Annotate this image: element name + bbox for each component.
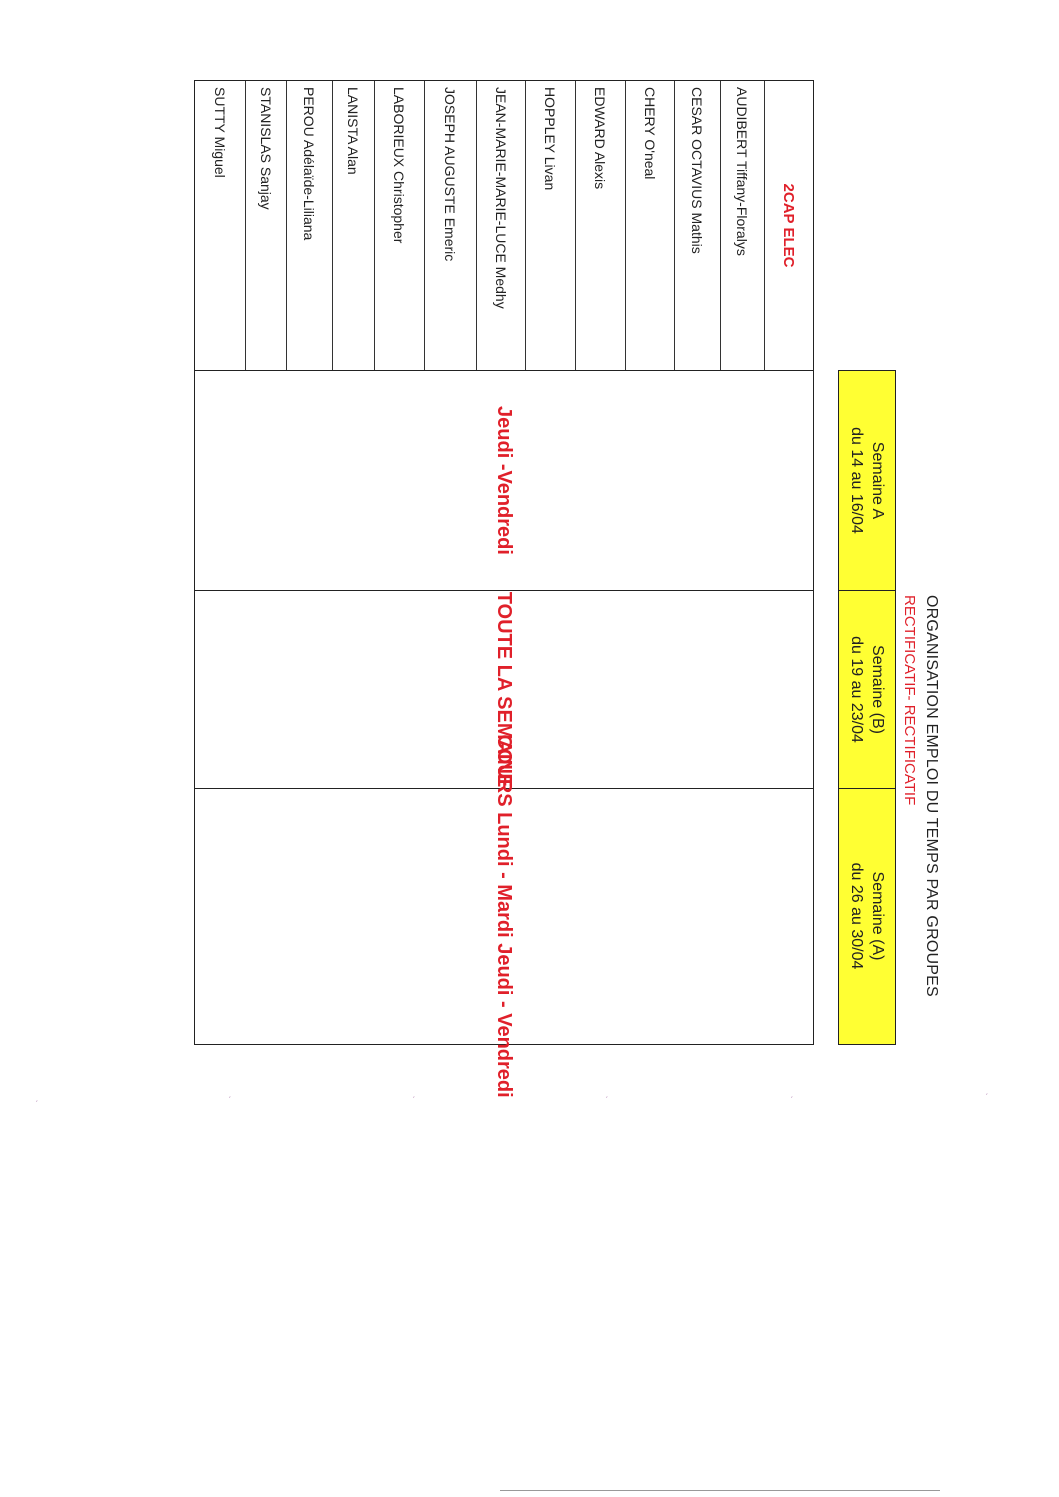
scan-speck: ˊ <box>605 1096 609 1107</box>
week-a-header <box>839 371 895 591</box>
student-row: LANISTA Alan <box>332 81 374 370</box>
group-name: 2CAP ELEC <box>764 81 813 370</box>
week-dates: du 19 au 23/04 <box>848 636 865 743</box>
rotated-content <box>180 80 940 1098</box>
week-b-header <box>839 591 895 789</box>
student-row: AUDIBERT Tiffany-Floralys <box>720 81 764 370</box>
scan-speck: ˊ <box>35 1100 39 1111</box>
student-row: LABORIEUX Christopher <box>374 81 424 370</box>
week-a2-schedule: COURS Lundi - Mardi Jeudi - Vendredi <box>493 734 516 1098</box>
student-row: CHERY O'neal <box>625 81 674 370</box>
student-row: PEROU Adélaïde-Liliana <box>286 81 332 370</box>
scan-speck: ˊ <box>228 1096 232 1107</box>
student-row: CESAR OCTAVIUS Mathis <box>674 81 720 370</box>
student-row: EDWARD Alexis <box>575 81 625 370</box>
week-dates: du 14 au 16/04 <box>848 427 865 534</box>
week-label: Semaine (A) <box>869 871 886 961</box>
scan-speck: ˊ <box>790 1096 794 1107</box>
week-a2-header <box>839 789 895 1043</box>
student-column <box>195 81 813 371</box>
scan-speck: ˊ <box>985 1093 989 1104</box>
week-label: Semaine A <box>869 441 886 520</box>
page-title: ORGANISATION EMPLOI DU TEMPS PAR GROUPES <box>923 595 940 997</box>
week-b-schedule: TOUTE LA SEMAINE <box>195 591 813 789</box>
student-row: STANISLAS Sanjay <box>245 81 286 370</box>
week-dates: du 26 au 30/04 <box>848 862 865 970</box>
page-subtitle: RECTIFICATIF- RECTIFICATIF <box>901 595 918 806</box>
student-row: HOPPLEY Livan <box>525 81 575 370</box>
scan-speck: ˊ <box>412 1096 416 1107</box>
week-a-schedule: Jeudi -Vendredi <box>195 371 813 591</box>
week-label: Semaine (B) <box>869 645 886 734</box>
student-row: JOSEPH AUGUSTE Emeric <box>424 81 476 370</box>
schedule-table <box>194 80 814 1098</box>
week-header-row <box>838 370 896 1045</box>
student-row: JEAN-MARIE-MARIE-LUCE Medhy <box>476 81 525 370</box>
student-row: SUTTY Miguel <box>212 87 228 178</box>
scan-edge-line <box>500 1490 940 1491</box>
